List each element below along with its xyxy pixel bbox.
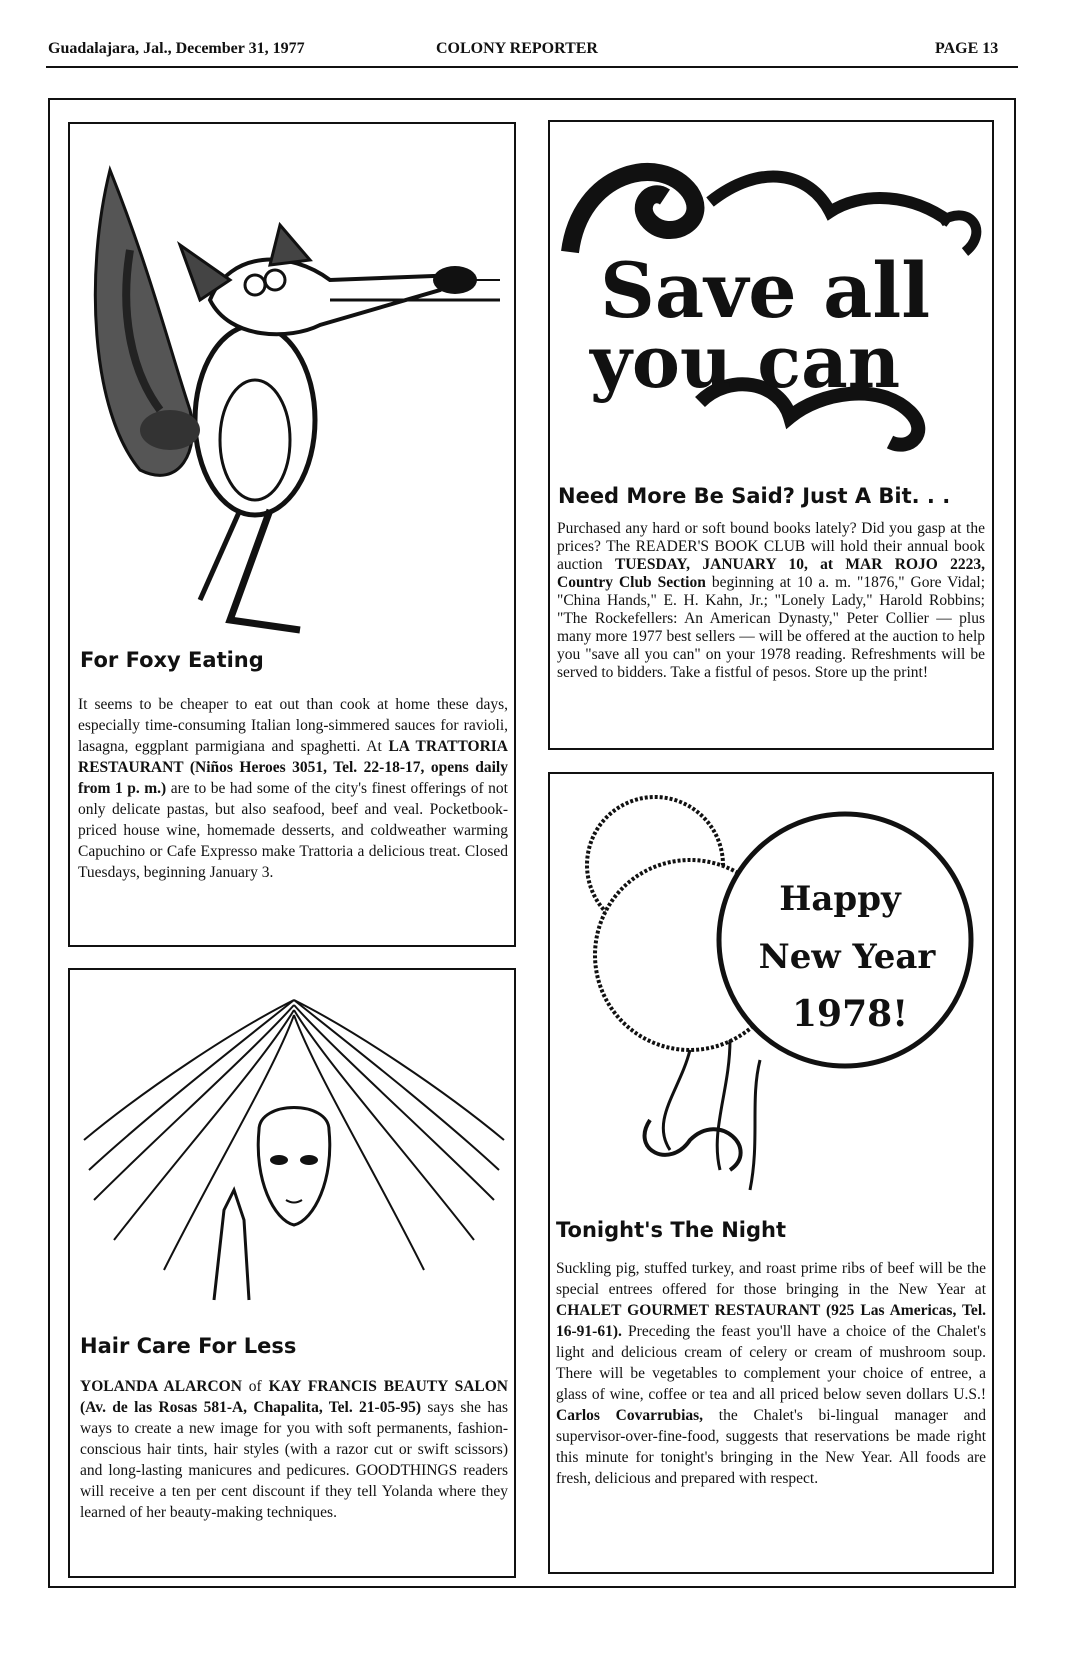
logo-line-2: you can <box>590 319 901 404</box>
hair-headline: Hair Care For Less <box>80 1334 297 1358</box>
bookclub-body <box>557 520 985 682</box>
header-paper-name: COLONY REPORTER <box>436 40 598 57</box>
foxy-text-2: are to be had some of the city's finest offerings of not only delicate pastas, but also seafood, beef and veal. Pocketbook-priced house wine, homemade desserts, and coldweather warming Capuchino or Cafe Expresso make Trattoria a delicious treat. Closed Tuesdays, beginning January 3. <box>78 780 508 881</box>
newyear-body <box>556 1258 986 1489</box>
fox-illustration <box>80 150 500 640</box>
balloons-illustration <box>560 790 990 1220</box>
balloon-line-3: 1978! <box>792 993 908 1035</box>
newyear-text-2: Preceding the feast you'll have a choice of the Chalet's light and delicious cream of celery or cream of mushroom soup. There will be vegetables to complement your choice of entree, a glass of wine, coffee or tea and all priced below seven dollars U.S.! <box>556 1323 986 1403</box>
bookclub-auction-info: TUESDAY, JANUARY 10, at MAR ROJO 2223, Country Club Section <box>557 556 985 591</box>
balloon-line-1: Happy <box>779 879 901 919</box>
logo-line-1: Save all <box>600 246 931 335</box>
header-rule <box>46 66 1018 68</box>
hair-text-2: says she has ways to create a new image for you with soft permanents, fashion-conscious hair tints, hair styles (with a razor cut or swift scissors) and long-lasting manicures and pedicures. GOODTHINGS readers will receive a ten per cent discount if they tell Yolanda where they learned of her beauty-making techniques. <box>80 1399 508 1521</box>
bookclub-text-2: beginning at 10 a. m. "1876," Gore Vidal; "China Hands," E. H. Kahn, Jr.; "Lonely Lady," Harold Robbins; "The Rockefellers: An American Dynasty," Peter Collier — plus many more 1977 best sellers — will be offered at the auction to help you "save all you can" on your 1978 reading. Refreshments will be served to bidders. Take a fistful of pesos. Store up the print! <box>557 574 985 681</box>
bookclub-headline: Need More Be Said? Just A Bit. . . <box>558 484 951 508</box>
foxy-restaurant-info: LA TRATTORIA RESTAURANT (Niños Heroes 3051, Tel. 22-18-17, opens daily from 1 p. m.) <box>78 738 508 797</box>
hair-owner-name: YOLANDA ALARCON <box>80 1378 242 1395</box>
foxy-text-1: It seems to be cheaper to eat out than cook at home these days, especially time-consuming Italian long-simmered sauces for ravioli, lasagna, eggplant parmigiana and spaghetti. At <box>78 696 508 755</box>
newyear-headline: Tonight's The Night <box>556 1218 786 1242</box>
bookclub-text-1: Purchased any hard or soft bound books lately? Did you gasp at the prices? The READER'S BOOK CLUB will hold their annual book auction <box>557 520 985 573</box>
woman-long-hair-illustration <box>84 990 504 1310</box>
newyear-text-1: Suckling pig, stuffed turkey, and roast prime ribs of beef will be the special entrees offered for those bringing in the New Year at <box>556 1260 986 1298</box>
newyear-restaurant-info: CHALET GOURMET RESTAURANT (925 Las Americas, Tel. 16-91-61). <box>556 1302 986 1340</box>
header-dateline: Guadalajara, Jal., December 31, 1977 <box>48 40 305 57</box>
hair-text-1: of <box>241 1378 269 1395</box>
hair-body <box>80 1376 508 1523</box>
save-all-you-can-logo <box>560 132 985 472</box>
foxy-body <box>78 694 508 883</box>
hair-salon-info: KAY FRANCIS BEAUTY SALON (Av. de las Rosas 581-A, Chapalita, Tel. 21-05-95) <box>80 1378 509 1416</box>
foxy-headline: For Foxy Eating <box>80 648 264 672</box>
newyear-manager-name: Carlos Covarrubias, <box>556 1407 704 1424</box>
newyear-text-3: the Chalet's bi-lingual manager and supervisor-over-fine-food, suggests that reservations be made right this minute for tonight's bringing in the New Year. All foods are fresh, delicious and prepared with respect. <box>556 1407 986 1487</box>
balloon-line-2: New Year <box>758 937 936 977</box>
header-page-number: PAGE 13 <box>935 40 999 57</box>
